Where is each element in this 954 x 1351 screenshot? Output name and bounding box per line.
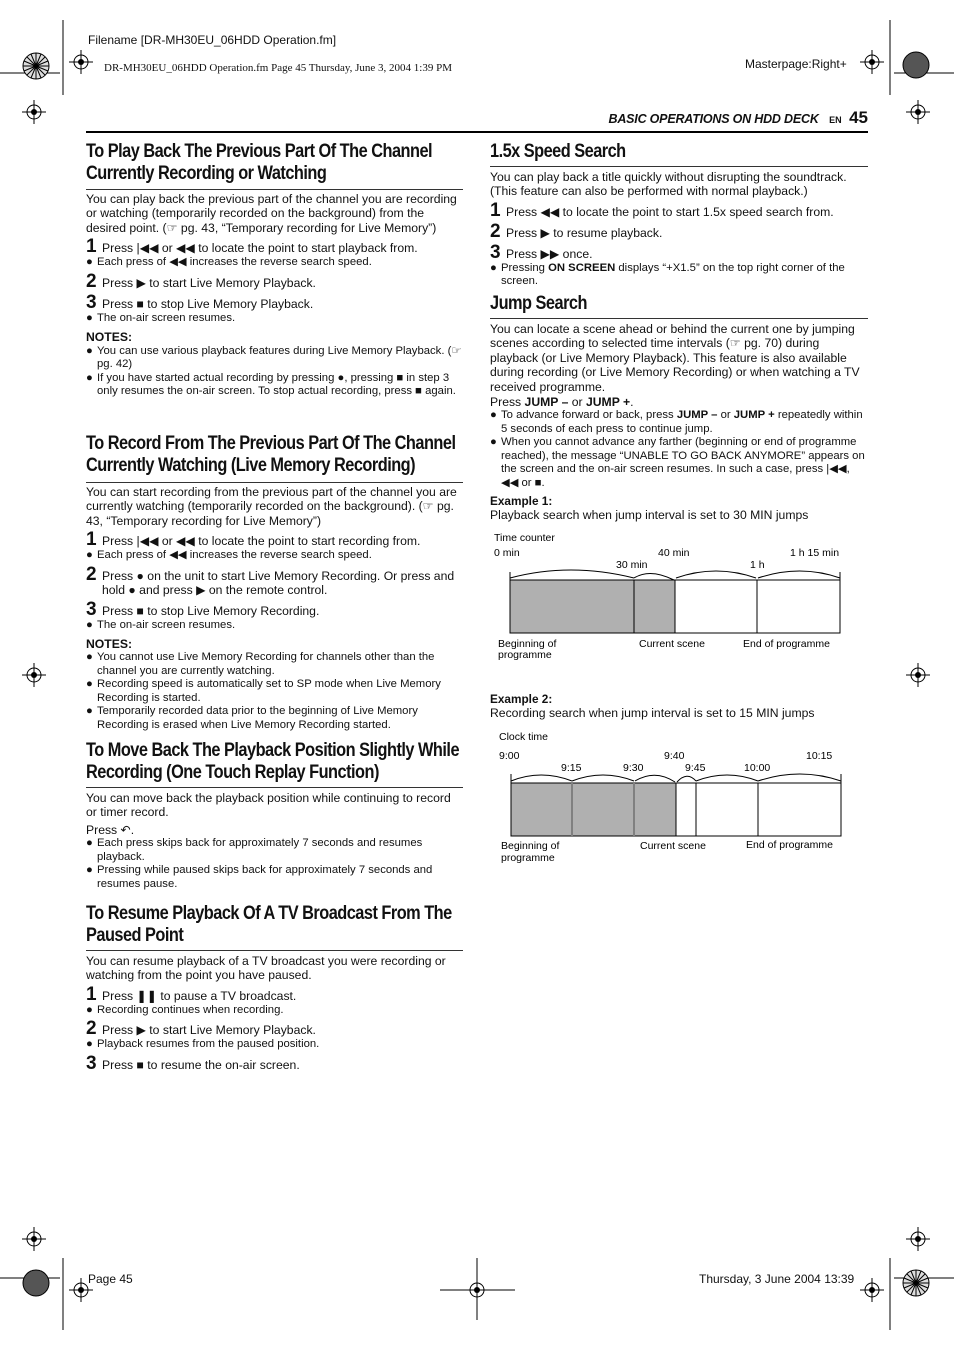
paragraph: You can resume playback of a TV broadcast you were recording or watching from the point you have paused. — [86, 954, 446, 983]
bottom-label: Beginning of — [501, 840, 560, 852]
jump-label: 9:30 — [623, 762, 644, 774]
note: ● You cannot use Live Memory Recording for channels other than the channel you are currently watching. — [86, 651, 462, 678]
paragraph: You can locate a scene ahead or behind the current one by jumping scenes according to selected time intervals (☞ pg. 70) during playback (or Live Memory Playback). This feature is also available during recording (or Live Memory Recording) or when watching a TV received programme. — [490, 322, 860, 394]
note: ● Recording speed is automatically set to SP mode when Live Memory Recording is started. — [86, 678, 462, 705]
paragraph: You can play back the previous part of the channel you are recording or watching (temporarily recorded on the background) from the desired point. (☞ pg. 43, “Temporary recording for Live Memory”) — [86, 192, 457, 235]
example-1 — [490, 494, 868, 523]
section-body-one-touch-replay — [86, 791, 462, 891]
step-1: 1 Press |◀◀ or ◀◀ to locate the point to start playback from. — [86, 236, 418, 258]
registration-dark-circle-icon — [902, 51, 930, 79]
step-text: Press ▶ to start Live Memory Playback. — [102, 275, 316, 290]
crosshair-target-icon — [906, 663, 930, 687]
step-1: 1 Press |◀◀ or ◀◀ to locate the point to start recording from. — [86, 529, 421, 551]
crosshair-target-icon — [69, 50, 93, 74]
step-text: Press ■ to stop Live Memory Playback. — [102, 296, 314, 311]
section-rule — [490, 166, 868, 167]
jump-label: 30 min — [616, 559, 648, 571]
title-line: Jump Search — [490, 293, 587, 314]
recorded-area — [510, 580, 675, 633]
jump-label: 9:45 — [685, 762, 706, 774]
section-title-live-recording — [86, 433, 464, 477]
section-rule — [490, 318, 868, 319]
registration-sunburst-icon — [902, 1269, 930, 1297]
step-2: 2 Press ● on the unit to start Live Memory Recording. Or press and hold ● and press ▶ on the remote control. — [86, 566, 462, 598]
jump-diagram-clock-time — [490, 727, 870, 867]
language-tag: EN — [829, 115, 842, 125]
crosshair-target-icon — [22, 663, 46, 687]
step-text: Press ▶▶ once. — [506, 246, 593, 261]
crosshair-target-icon — [22, 100, 46, 124]
step-3: 3 Press ■ to stop Live Memory Recording. — [86, 598, 320, 620]
bullet: ● The on-air screen resumes. — [86, 618, 236, 631]
bottom-label: Current scene — [639, 638, 705, 650]
running-header — [560, 108, 868, 128]
page-number: 45 — [849, 108, 868, 127]
crosshair-target-icon — [465, 1278, 489, 1302]
example-heading: Example 2: — [490, 692, 553, 706]
section-body-live-recording — [86, 485, 462, 732]
bullet-text: When you cannot advance any farther (beginning or end of programme reached), the message “UNABLE TO GO BACK ANYMORE” appears on the screen and the on-air screen resumes. In such a case, press |◀◀, ◀◀ or ■. — [501, 436, 865, 489]
jump-arrow — [696, 775, 758, 781]
step-2: 2 Press ▶ to start Live Memory Playback. — [86, 1018, 316, 1040]
bullet-text: Recording continues when recording. — [97, 1003, 284, 1016]
bullet: ● Recording continues when recording. — [86, 1003, 284, 1016]
jump-arrow — [677, 776, 696, 782]
step-3: 3 Press ▶▶ once. — [490, 241, 593, 263]
section-title-resume-playback — [86, 903, 464, 947]
top-label: 9:40 — [664, 750, 685, 762]
masterpage-label: Masterpage:Right+ — [745, 57, 847, 71]
crosshair-target-icon — [906, 1227, 930, 1251]
bullet: ● Each press of ◀◀ increases the reverse search speed. — [86, 256, 372, 269]
step-text: Press ■ to stop Live Memory Recording. — [102, 603, 320, 618]
bottom-label: programme — [501, 852, 555, 864]
section-title-speed-search — [490, 141, 868, 163]
top-label: 9:00 — [499, 750, 520, 762]
section-body-resume-playback — [86, 954, 462, 1073]
note: ● Temporarily recorded data prior to the beginning of Live Memory Recording is erased when Live Memory Recording started. — [86, 705, 462, 732]
title-line: 1.5x Speed Search — [490, 141, 626, 162]
top-label: 10:15 — [806, 750, 833, 762]
example-2 — [490, 692, 868, 721]
bottom-label: Beginning of — [498, 638, 557, 650]
jump-arrow — [635, 775, 675, 782]
section-title-jump-search — [490, 293, 868, 315]
note: ● If you have started actual recording by pressing ●, pressing ■ in step 3 only resumes the on-air screen. To stop actual recording, press ■ again. — [86, 372, 462, 399]
diagram-caption: Time counter — [494, 532, 555, 544]
top-label: 40 min — [658, 547, 690, 559]
recorded-area — [511, 783, 676, 836]
bullet: ● When you cannot advance any farther (beginning or end of programme reached), the message “UNABLE TO GO BACK ANYMORE” appears on the screen and the on-air screen resumes. In such a case, press |◀◀, ◀◀ or ■. — [490, 436, 868, 490]
step-text: Press ▶ to start Live Memory Playback. — [102, 1023, 316, 1038]
jump-label: 9:15 — [561, 762, 582, 774]
section-name: BASIC OPERATIONS ON HDD DECK — [608, 112, 819, 126]
bullet: ● Each press of ◀◀ increases the reverse search speed. — [86, 549, 372, 562]
bottom-label: End of programme — [743, 638, 830, 650]
registration-dark-circle-icon — [22, 1269, 50, 1297]
jump-arrow — [511, 775, 572, 781]
footer-date: Thursday, 3 June 2004 13:39 — [699, 1272, 855, 1286]
step-3: 3 Press ■ to stop Live Memory Playback. — [86, 291, 314, 313]
title-line: Paused Point — [86, 925, 184, 946]
section-body-jump-search — [490, 322, 868, 490]
section-body-speed-search — [490, 170, 868, 289]
paragraph: You can move back the playback position while continuing to record or timer record. — [86, 791, 451, 820]
note-text: If you have started actual recording by pressing ●, pressing ■ in step 3 only resumes the on-air screen. To stop actual recording, press ■ again. — [97, 371, 456, 398]
jump-diagram-time-counter — [490, 528, 870, 668]
print-info: DR-MH30EU_06HDD Operation.fm Page 45 Thursday, June 3, 2004 1:39 PM — [104, 62, 452, 74]
bottom-label: programme — [498, 649, 552, 661]
bullet-text: Pressing ON SCREEN displays “+X1.5” on the top right corner of the screen. — [501, 261, 845, 288]
example-text: Playback search when jump interval is set to 30 MIN jumps — [490, 508, 809, 523]
title-line: Currently Recording or Watching — [86, 163, 327, 184]
bullet: ● Pressing while paused skips back for approximately 7 seconds and resumes pause. — [86, 864, 462, 891]
section-title-live-playback — [86, 141, 464, 185]
section-rule — [86, 787, 463, 788]
filename-label: Filename [DR-MH30EU_06HDD Operation.fm] — [88, 33, 337, 47]
press-instruction: Press ↶. — [86, 822, 135, 837]
top-label: 0 min — [494, 547, 520, 559]
bullet: ● Playback resumes from the paused position. — [86, 1038, 320, 1051]
step-text: Press |◀◀ or ◀◀ to locate the point to start recording from. — [102, 534, 421, 549]
step-1: 1 Press ◀◀ to locate the point to start 1.5x speed search from. — [490, 199, 834, 221]
notes-heading: NOTES: — [86, 637, 133, 652]
note-text: You cannot use Live Memory Recording for channels other than the channel you are currently watching. — [97, 651, 435, 677]
section-body-live-playback — [86, 192, 462, 399]
note-text: Temporarily recorded data prior to the beginning of Live Memory Recording is erased when Live Memory Recording started. — [97, 705, 418, 731]
jump-arrow — [634, 573, 674, 580]
paragraph: You can start recording from the previous part of the channel you are currently watching (temporarily recorded on the background). (☞ pg. 43, “Temporary recording for Live Memory”) — [86, 485, 457, 528]
step-3: 3 Press ■ to resume the on-air screen. — [86, 1052, 300, 1074]
step-1: 1 Press ❚❚ to pause a TV broadcast. — [86, 983, 297, 1005]
paragraph: You can play back a title quickly without disrupting the soundtrack. (This feature can also be performed with normal playback.) — [490, 170, 847, 199]
title-line: Currently Watching (Live Memory Recording) — [86, 455, 416, 476]
bullet-text: To advance forward or back, press JUMP – or JUMP + repeatedly within 5 seconds of each press to continue jump. — [501, 409, 863, 435]
jump-arrow — [510, 570, 634, 578]
jump-label: 10:00 — [744, 762, 771, 774]
title-line: To Play Back The Previous Part Of The Channel — [86, 141, 433, 162]
section-rule — [86, 950, 463, 951]
bullet-text: The on-air screen resumes. — [97, 618, 236, 631]
jump-arrow — [676, 571, 756, 578]
crosshair-target-icon — [860, 50, 884, 74]
step-text: Press ❚❚ to pause a TV broadcast. — [102, 988, 297, 1003]
header-rule — [86, 131, 868, 133]
bullet: ● Each press skips back for approximately 7 seconds and resumes playback. — [86, 837, 462, 864]
note: ● You can use various playback features during Live Memory Playback. (☞ pg. 42) — [86, 344, 462, 371]
bullet-text: Pressing while paused skips back for approximately 7 seconds and resumes pause. — [97, 864, 433, 890]
jump-arrow — [758, 571, 840, 578]
note-text: Recording speed is automatically set to SP mode when Live Memory Recording is started. — [97, 678, 441, 704]
bottom-label: End of programme — [746, 839, 833, 851]
crosshair-target-icon — [22, 1227, 46, 1251]
top-label: 1 h 15 min — [790, 547, 840, 559]
bullet-text: Each press skips back for approximately 7 seconds and resumes playback. — [97, 837, 423, 863]
note-text: You can use various playback features during Live Memory Playback. (☞ pg. 42) — [97, 344, 462, 371]
bullet: ● The on-air screen resumes. — [86, 311, 236, 324]
bullet-text: The on-air screen resumes. — [97, 311, 236, 324]
crosshair-target-icon — [860, 1278, 884, 1302]
bottom-label: Current scene — [640, 840, 706, 852]
crosshair-target-icon — [906, 100, 930, 124]
step-text: Press ■ to resume the on-air screen. — [102, 1057, 300, 1072]
example-heading: Example 1: — [490, 494, 553, 508]
title-line: To Move Back The Playback Position Slightly While — [86, 740, 460, 761]
example-text: Recording search when jump interval is set to 15 MIN jumps — [490, 706, 815, 721]
step-text: Press ▶ to resume playback. — [506, 225, 663, 240]
notes-heading: NOTES: — [86, 330, 133, 345]
bullet: ● To advance forward or back, press JUMP – or JUMP + repeatedly within 5 seconds of each press to continue jump. — [490, 409, 868, 436]
press-instruction: Press JUMP – or JUMP +. — [490, 395, 634, 410]
step-2: 2 Press ▶ to resume playback. — [490, 220, 663, 242]
section-title-one-touch-replay — [86, 740, 464, 784]
jump-arrow — [572, 775, 634, 781]
diagram-caption: Clock time — [499, 731, 549, 743]
section-rule — [86, 189, 463, 190]
title-line: To Record From The Previous Part Of The Channel — [86, 433, 456, 454]
jump-arrow — [758, 774, 841, 781]
jump-label: 1 h — [750, 559, 765, 571]
step-2: 2 Press ▶ to start Live Memory Playback. — [86, 270, 316, 292]
bullet-text: Each press of ◀◀ increases the reverse search speed. — [97, 256, 372, 269]
step-text: Press ◀◀ to locate the point to start 1.5x speed search from. — [506, 204, 834, 219]
bullet-text: Each press of ◀◀ increases the reverse search speed. — [97, 549, 372, 562]
bullet-text: Playback resumes from the paused position. — [97, 1038, 320, 1051]
bullet: ● Pressing ON SCREEN displays “+X1.5” on the top right corner of the screen. — [490, 262, 868, 289]
step-text: Press ● on the unit to start Live Memory Recording. Or press and hold ● and press ▶ on the remote control. — [102, 568, 455, 598]
title-line: Recording (One Touch Replay Function) — [86, 762, 379, 783]
step-text: Press |◀◀ or ◀◀ to locate the point to start playback from. — [102, 241, 418, 256]
section-rule — [86, 482, 463, 483]
footer-page: Page 45 — [88, 1272, 133, 1286]
registration-sunburst-icon — [22, 52, 50, 80]
title-line: To Resume Playback Of A TV Broadcast From The — [86, 903, 452, 924]
